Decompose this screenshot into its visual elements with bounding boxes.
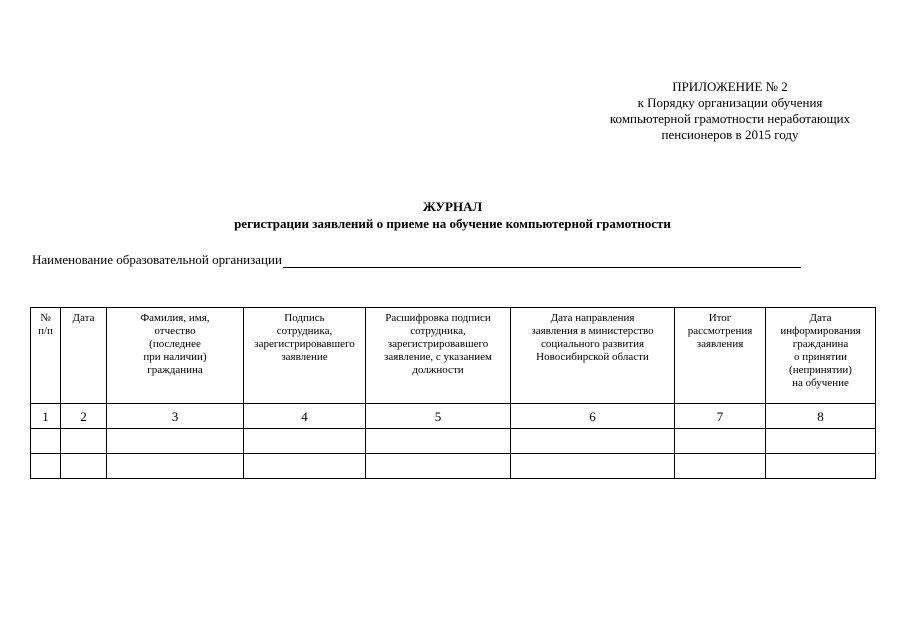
table-row	[31, 429, 876, 454]
table-header-row	[31, 308, 876, 404]
title-main: ЖУРНАЛ	[422, 199, 483, 214]
table-cell[interactable]	[107, 454, 244, 479]
column-number-row	[31, 404, 876, 429]
table-cell[interactable]	[61, 429, 107, 454]
col-header-number: № п/п	[31, 308, 61, 404]
column-number: 4	[244, 404, 366, 429]
table-cell[interactable]	[31, 429, 61, 454]
table-cell[interactable]	[244, 454, 366, 479]
organization-label: Наименование образовательной организации	[32, 252, 282, 267]
col-header-notification-date: Дата информирования гражданина о принятии (непринятии) на обучение	[766, 308, 876, 404]
organization-blank-line[interactable]	[283, 254, 801, 268]
document-title	[0, 198, 905, 232]
organization-field	[32, 252, 801, 268]
table-cell[interactable]	[107, 429, 244, 454]
column-number: 8	[766, 404, 876, 429]
column-number: 1	[31, 404, 61, 429]
col-header-referral-date: Дата направления заявления в министерство социального развития Новосибирской области	[511, 308, 675, 404]
table-cell[interactable]	[511, 454, 675, 479]
appendix-header	[560, 79, 900, 143]
col-header-result: Итог рассмотрения заявления	[675, 308, 766, 404]
table-cell[interactable]	[366, 429, 511, 454]
col-header-date: Дата	[61, 308, 107, 404]
col-header-full-name: Фамилия, имя, отчество (последнее при наличии) гражданина	[107, 308, 244, 404]
table-cell[interactable]	[766, 429, 876, 454]
table-cell[interactable]	[675, 429, 766, 454]
column-number: 6	[511, 404, 675, 429]
journal-table	[30, 307, 876, 479]
table-cell[interactable]	[61, 454, 107, 479]
table-cell[interactable]	[511, 429, 675, 454]
appendix-line: ПРИЛОЖЕНИЕ № 2	[672, 79, 788, 94]
table-row	[31, 454, 876, 479]
col-header-signature: Подпись сотрудника, зарегистрировавшего заявление	[244, 308, 366, 404]
column-number: 5	[366, 404, 511, 429]
column-number: 2	[61, 404, 107, 429]
appendix-line: пенсионеров в 2015 году	[661, 127, 799, 142]
table-cell[interactable]	[244, 429, 366, 454]
title-subtitle: регистрации заявлений о приеме на обучение компьютерной грамотности	[234, 216, 671, 231]
table-cell[interactable]	[366, 454, 511, 479]
col-header-signature-transcript: Расшифровка подписи сотрудника, зарегистрировавшего заявление, с указанием должности	[366, 308, 511, 404]
appendix-line: компьютерной грамотности неработающих	[609, 111, 851, 126]
column-number: 7	[675, 404, 766, 429]
table-cell[interactable]	[675, 454, 766, 479]
table-cell[interactable]	[766, 454, 876, 479]
table-cell[interactable]	[31, 454, 61, 479]
column-number: 3	[107, 404, 244, 429]
appendix-line: к Порядку организации обучения	[637, 95, 823, 110]
